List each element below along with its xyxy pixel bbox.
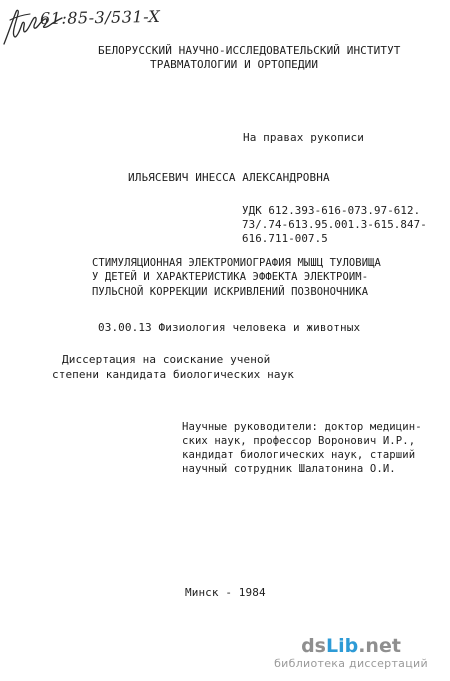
specialty: 03.00.13 Физиология человека и животных [98,321,361,334]
archive-code: 61:85-3/531-X [39,6,161,29]
dissertation-line-2: степени кандидата биологических наук [52,368,295,381]
udc-line-3: 616.711-007.5 [242,232,328,245]
city-year: Минск - 1984 [185,586,266,599]
watermark-tagline: библиотека диссертаций [274,657,428,670]
dslib-watermark-logo [266,635,436,671]
udc-line-1: УДК 612.393-616-073.97-612. [242,204,421,217]
manuscript-rights: На правах рукописи [243,131,365,144]
institute-line-1: БЕЛОРУССКИЙ НАУЧНО-ИССЛЕДОВАТЕЛЬСКИЙ ИНСТИТУТ [98,44,401,57]
supervisors-line-3: кандидат биологических наук, старший [182,449,416,461]
supervisors-line-1: Научные руководители: доктор медицин- [182,421,422,433]
institute-line-2: ТРАВМАТОЛОГИИ И ОРТОПЕДИИ [150,58,319,71]
udc-line-2: 73/.74-613.95.001.3-615.847- [242,218,427,231]
author-name: ИЛЬЯСЕВИЧ ИНЕССА АЛЕКСАНДРОВНА [128,171,330,184]
supervisors-line-4: научный сотрудник Шалатонина О.И. [182,463,396,475]
title-line-3: ПУЛЬСНОЙ КОРРЕКЦИИ ИСКРИВЛЕНИЙ ПОЗВОНОЧНИКА [92,286,369,298]
title-line-2: У ДЕТЕЙ И ХАРАКТЕРИСТИКА ЭФФЕКТА ЭЛЕКТРОИМ- [92,271,369,283]
watermark-brand: dsLib.net [301,635,401,657]
title-line-1: СТИМУЛЯЦИОННАЯ ЭЛЕКТРОМИОГРАФИЯ МЫШЦ ТУЛОВИЩА [92,257,381,269]
supervisors-line-2: ских наук, профессор Воронович И.Р., [182,435,416,447]
dissertation-line-1: Диссертация на соискание ученой [62,353,271,366]
